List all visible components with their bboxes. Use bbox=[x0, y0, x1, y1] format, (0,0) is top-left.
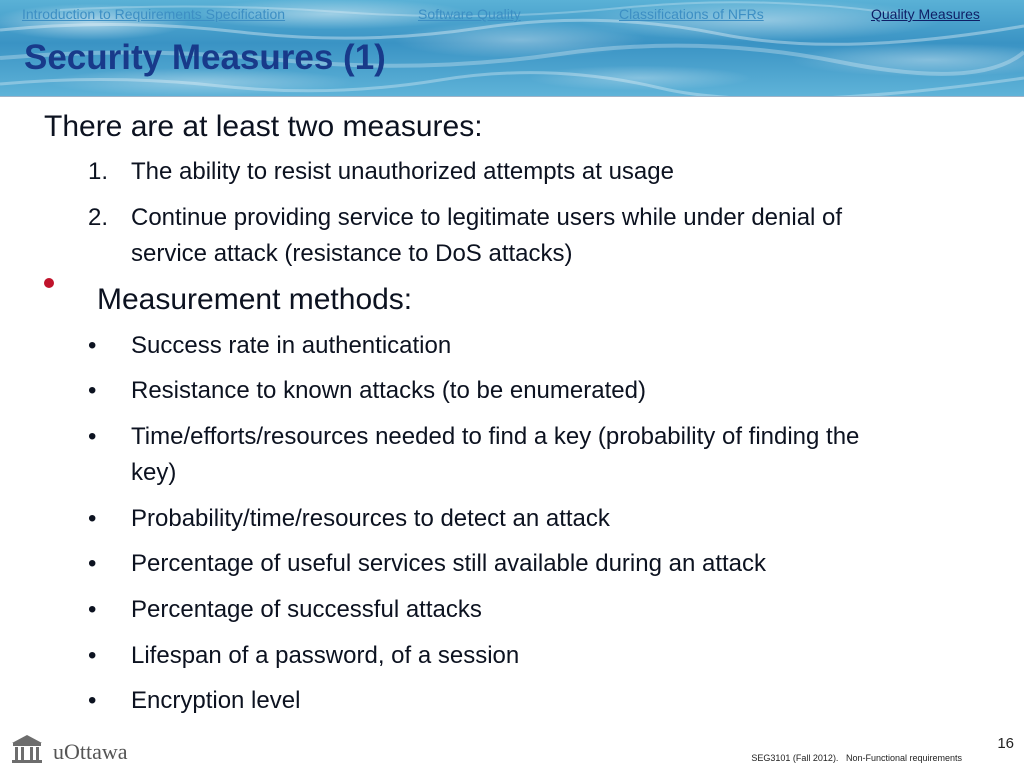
list-item-text: Probability/time/resources to detect an attack bbox=[131, 505, 610, 532]
building-icon bbox=[10, 733, 44, 765]
red-bullet-icon bbox=[44, 278, 54, 288]
nav-classifications-of-nfrs[interactable]: Classifications of NFRs bbox=[619, 6, 764, 22]
nav-software-quality[interactable]: Software Quality bbox=[418, 6, 521, 22]
nav-introduction-to-requirements-specification[interactable]: Introduction to Requirements Specification bbox=[22, 6, 286, 22]
list-item-text: Encryption level bbox=[131, 687, 301, 714]
methods-heading: Measurement methods: bbox=[97, 283, 413, 316]
logo-text: uOttawa bbox=[53, 739, 128, 764]
list-number: 1. bbox=[88, 158, 109, 185]
list-item-text: Percentage of successful attacks bbox=[131, 596, 482, 623]
bullet-icon: • bbox=[88, 505, 97, 532]
list-item-text: The ability to resist unauthorized attempts at usage bbox=[131, 158, 674, 185]
nav-quality-measures[interactable]: Quality Measures bbox=[871, 6, 980, 22]
bullet-icon: • bbox=[88, 550, 97, 577]
list-item-text-continued: key) bbox=[131, 459, 177, 486]
uottawa-logo bbox=[10, 733, 140, 765]
slide-title: Security Measures (1) bbox=[24, 38, 386, 77]
bullet-icon: • bbox=[88, 596, 97, 623]
list-item-text: Resistance to known attacks (to be enumerated) bbox=[131, 377, 646, 404]
list-number: 2. bbox=[88, 204, 109, 231]
list-item-text: Continue providing service to legitimate users while under denial of bbox=[131, 204, 843, 231]
bullet-icon: • bbox=[88, 687, 97, 714]
list-item-text: Percentage of useful services still available during an attack bbox=[131, 550, 767, 577]
page-number: 16 bbox=[997, 735, 1014, 752]
list-item-text: Lifespan of a password, of a session bbox=[131, 642, 520, 669]
intro-text: There are at least two measures: bbox=[44, 110, 483, 143]
bullet-icon: • bbox=[88, 377, 97, 404]
bullet-icon: • bbox=[88, 423, 97, 450]
bullet-icon: • bbox=[88, 642, 97, 669]
footer-course-label: SEG3101 (Fall 2012). Non-Functional requirements bbox=[751, 753, 962, 763]
bullet-icon: • bbox=[88, 332, 97, 359]
list-item-text: Time/efforts/resources needed to find a key (probability of finding the bbox=[131, 423, 860, 450]
list-item-text-continued: service attack (resistance to DoS attacks) bbox=[131, 240, 573, 267]
list-item-text: Success rate in authentication bbox=[131, 332, 452, 359]
